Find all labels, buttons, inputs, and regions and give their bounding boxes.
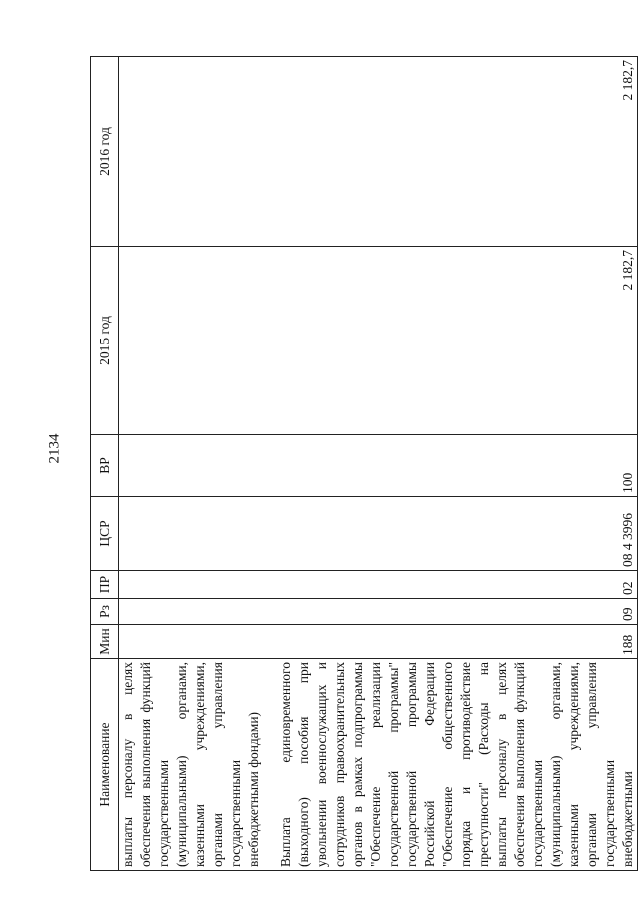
row-min: 188: [277, 625, 638, 659]
col-header-pr: ПР: [91, 571, 119, 599]
row-2016: 2 182,7: [277, 57, 638, 247]
col-header-csr: ЦСР: [91, 497, 119, 571]
row-vr: [119, 435, 264, 497]
col-header-min: Мин: [91, 625, 119, 659]
budget-table: [90, 56, 638, 871]
table-row: [119, 57, 264, 871]
row-rz: 09: [277, 599, 638, 625]
row-rz: [119, 599, 264, 625]
col-header-name: Наименование: [91, 659, 119, 871]
row-2016: [119, 57, 264, 247]
row-vr: 100: [277, 435, 638, 497]
row-spacer: [263, 57, 277, 871]
row-2015: [119, 247, 264, 435]
row-csr: 08 4 3996: [277, 497, 638, 571]
col-header-2015: 2015 год: [91, 247, 119, 435]
header-row: [91, 57, 119, 871]
col-header-2016: 2016 год: [91, 57, 119, 247]
row-csr: [119, 497, 264, 571]
row-pr: 02: [277, 571, 638, 599]
row-2015: 2 182,7: [277, 247, 638, 435]
row-min: [119, 625, 264, 659]
row-name: выплаты персоналу в целях обеспечения выполнения функций государственными (муниципальными) органами, казенными учреждениями, органами управления государственными внебюджетными фондами): [119, 659, 264, 871]
row-name: Выплата единовременного (выходного) пособия при увольнении военнослужащих и сотрудников правоохранительных органов в рамках подпрограммы "Обеспечение реализации государственной программы" государственной программы Российской Федерации "Обеспечение общественного порядка и противодействие преступности" (Расходы на выплаты персоналу в целях обеспечения выполнения функций государственными (муниципальными) органами, казенными учреждениями, органами управления государственными внебюджетными: [277, 659, 638, 871]
col-header-vr: ВР: [91, 435, 119, 497]
row-pr: [119, 571, 264, 599]
page-number: 2134: [46, 433, 63, 464]
table-row: [277, 57, 638, 871]
col-header-rz: Рз: [91, 599, 119, 625]
rotated-table-container: [90, 57, 635, 871]
